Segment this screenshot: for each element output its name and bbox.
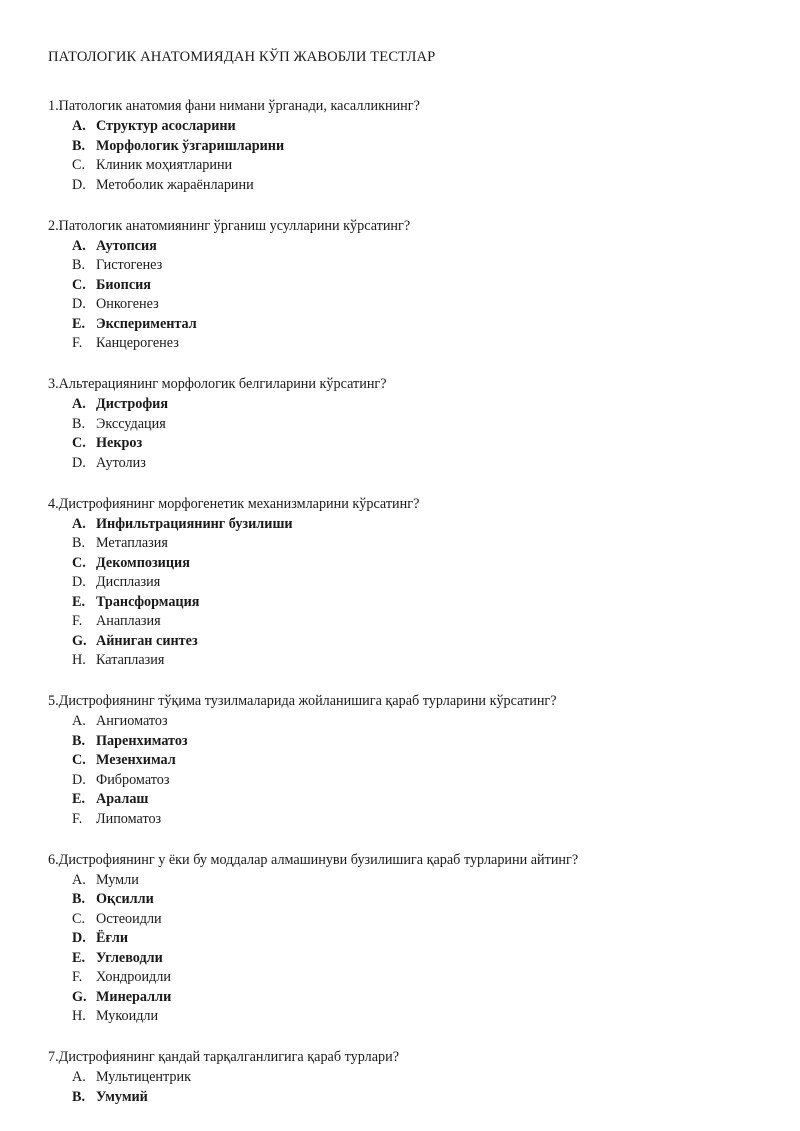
option-letter: A. [72, 871, 86, 888]
option-text: Экссудация [96, 415, 166, 432]
option-letter: D. [72, 296, 86, 312]
answer-options [48, 117, 768, 195]
option-letter: C. [72, 752, 86, 768]
answer-option [48, 315, 768, 335]
answer-option [48, 890, 768, 910]
answer-option [48, 237, 768, 257]
option-text: Айниган синтез [96, 632, 198, 649]
option-text: Аралаш [96, 791, 149, 807]
option-letter: B. [72, 1088, 86, 1105]
option-letter: D. [72, 930, 86, 946]
option-letter: B. [72, 137, 86, 154]
answer-options [48, 515, 768, 671]
question-text: 7.Дистрофиянинг қандай тарқалганлигига қараб турлари? [48, 1049, 399, 1065]
option-text: Фиброматоз [96, 771, 170, 788]
option-letter: E. [72, 593, 86, 610]
option-text: Умумий [96, 1088, 148, 1105]
option-letter: B. [72, 891, 86, 907]
option-letter: F. [72, 969, 83, 985]
option-text: Оқсилли [96, 891, 154, 907]
option-text: Остеоидли [96, 910, 162, 927]
question-2 [48, 215, 768, 354]
option-text: Ангиоматоз [96, 713, 168, 729]
question-text: 5.Дистрофиянинг тўқима тузилмаларида жойланишига қараб турларини кўрсатинг? [48, 693, 557, 709]
option-letter: G. [72, 632, 87, 649]
option-text: Паренхиматоз [96, 732, 188, 749]
answer-option [48, 256, 768, 276]
option-text: Аутопсия [96, 237, 157, 254]
option-text: Трансформация [96, 593, 200, 610]
answer-option [48, 1007, 768, 1027]
answer-option [48, 612, 768, 632]
option-text: Мультицентрик [96, 1069, 191, 1085]
answer-option [48, 1088, 768, 1108]
answer-option [48, 751, 768, 771]
question-text: 6.Дистрофиянинг у ёки бу моддалар алмашинуви бузилишига қараб турларини айтинг? [48, 851, 579, 868]
answer-options [48, 871, 768, 1027]
option-text: Метаплазия [96, 535, 168, 551]
option-text: Биопсия [96, 276, 151, 293]
answer-option [48, 810, 768, 830]
question-1 [48, 95, 768, 195]
question-list [48, 95, 768, 1107]
option-text: Структур асосларини [96, 118, 236, 134]
option-letter: B. [72, 415, 86, 432]
option-letter: B. [72, 732, 86, 749]
question-5 [48, 690, 768, 829]
option-letter: E. [72, 791, 86, 807]
option-text: Ёғли [96, 930, 129, 946]
answer-option [48, 276, 768, 296]
option-text: Липоматоз [96, 810, 162, 827]
option-letter: G. [72, 988, 87, 1005]
option-text: Мезенхимал [96, 752, 176, 768]
answer-option [48, 910, 768, 930]
option-text: Анаплазия [96, 613, 161, 629]
option-text: Экспериментал [96, 315, 197, 332]
answer-options [48, 712, 768, 829]
question-4 [48, 493, 768, 671]
document-page [48, 46, 768, 1127]
option-text: Минералли [96, 988, 172, 1005]
option-letter: A. [72, 118, 86, 134]
answer-option [48, 415, 768, 435]
option-letter: B. [72, 257, 86, 273]
option-letter: C. [72, 910, 86, 927]
answer-option [48, 929, 768, 949]
answer-option [48, 334, 768, 354]
answer-option [48, 1068, 768, 1088]
option-letter: A. [72, 237, 86, 254]
option-letter: A. [72, 515, 86, 532]
option-text: Дистрофия [96, 396, 169, 412]
answer-option [48, 771, 768, 791]
option-letter: A. [72, 713, 86, 729]
answer-option [48, 651, 768, 671]
answer-option [48, 732, 768, 752]
answer-option [48, 949, 768, 969]
option-text: Гистогенез [96, 257, 163, 273]
answer-option [48, 117, 768, 137]
option-letter: F. [72, 613, 83, 629]
option-letter: C. [72, 276, 86, 293]
answer-option [48, 593, 768, 613]
option-letter: D. [72, 176, 86, 193]
option-text: Канцерогенез [96, 335, 179, 351]
option-text: Хондроидли [96, 969, 171, 985]
answer-option [48, 573, 768, 593]
option-letter: D. [72, 454, 86, 471]
option-letter: F. [72, 335, 83, 351]
question-text: 3.Альтерациянинг морфологик белгиларини кўрсатинг? [48, 376, 387, 392]
question-7 [48, 1046, 768, 1107]
option-text: Катаплазия [96, 652, 165, 668]
answer-options [48, 237, 768, 354]
question-3 [48, 373, 768, 473]
option-letter: B. [72, 535, 86, 551]
question-6 [48, 849, 768, 1027]
option-letter: A. [72, 1069, 86, 1085]
option-letter: C. [72, 157, 86, 173]
answer-option [48, 176, 768, 196]
answer-option [48, 295, 768, 315]
option-letter: H. [72, 1008, 86, 1024]
answer-option [48, 156, 768, 176]
answer-option [48, 534, 768, 554]
question-text: 2.Патологик анатомиянинг ўрганиш усулларини кўрсатинг? [48, 217, 411, 234]
option-letter: H. [72, 652, 86, 668]
option-letter: C. [72, 435, 86, 451]
question-text: 4.Дистрофиянинг морфогенетик механизмларини кўрсатинг? [48, 495, 420, 512]
document-title: ПАТОЛОГИК АНАТОМИЯДАН КЎП ЖАВОБЛИ ТЕСТЛАР [48, 49, 436, 65]
answer-option [48, 790, 768, 810]
answer-option [48, 395, 768, 415]
option-text: Дисплазия [96, 574, 161, 590]
question-text: 1.Патологик анатомия фани нимани ўрганади, касалликнинг? [48, 98, 420, 114]
answer-options [48, 1068, 768, 1107]
answer-option [48, 712, 768, 732]
answer-option [48, 137, 768, 157]
answer-option [48, 968, 768, 988]
option-text: Декомпозиция [96, 554, 190, 571]
option-letter: F. [72, 810, 83, 827]
option-letter: A. [72, 396, 86, 412]
answer-option [48, 554, 768, 574]
option-text: Некроз [96, 435, 143, 451]
option-letter: D. [72, 771, 86, 788]
option-text: Онкогенез [96, 296, 159, 312]
option-letter: D. [72, 574, 86, 590]
answer-option [48, 434, 768, 454]
option-text: Метоболик жараёнларини [96, 176, 254, 193]
option-text: Мукоидли [96, 1008, 159, 1024]
answer-option [48, 454, 768, 474]
option-text: Клиник моҳиятларини [96, 157, 233, 173]
answer-options [48, 395, 768, 473]
answer-option [48, 871, 768, 891]
option-letter: C. [72, 554, 86, 571]
option-text: Морфологик ўзгаришларини [96, 137, 285, 154]
answer-option [48, 515, 768, 535]
option-letter: E. [72, 949, 86, 966]
option-text: Мумли [96, 871, 139, 888]
answer-option [48, 988, 768, 1008]
option-text: Аутолиз [96, 454, 146, 471]
option-text: Инфильтрациянинг бузилиши [96, 515, 293, 532]
option-text: Углеводли [96, 949, 163, 966]
option-letter: E. [72, 315, 86, 332]
answer-option [48, 632, 768, 652]
